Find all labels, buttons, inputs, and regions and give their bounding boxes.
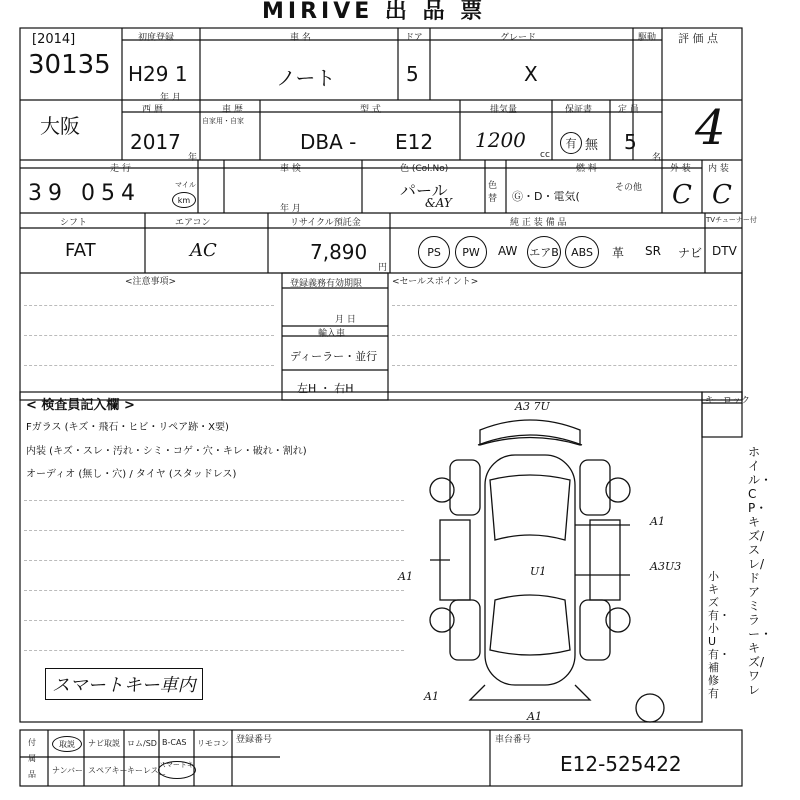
inspector-line-3: オーディオ (無し・穴) / タイヤ (スタッドレス) [26,469,237,480]
import-value: ディーラー・並行 [290,350,378,363]
notes-label: <注意事項> [125,277,177,287]
score-label: 評 価 点 [678,32,718,45]
equip-aw: AW [498,244,518,258]
color-sub: &AY [425,196,452,210]
mark-left: A1 [398,570,413,583]
reg-number-label: 登録番号 [236,735,273,745]
history-label: 車 歴 [222,105,243,115]
right-notes: ホイル・CP・キズ/スレ/ドアミラー・キズ/ワレ [748,445,773,697]
fuel-options: Ⓖ・D・電気( [512,190,580,203]
exterior-label: 外 装 [670,164,691,174]
first-reg-label: 初度登録 [138,33,175,43]
capacity-label: 定 員 [618,105,639,115]
equipment-label: 純 正 装 備 品 [510,218,567,228]
exterior-value: C [672,180,692,210]
acc-smart-key[interactable]: スマートキー [158,761,196,779]
displacement-value: 1200 [475,128,526,152]
warranty-yes[interactable]: 有 [560,132,582,154]
color-label: 色 (Col.No) [400,164,449,174]
acc-remote: リモコン [197,739,229,748]
model-prefix: DBA - [300,130,357,154]
shift-label: シフト [60,218,88,228]
model-label: 型 式 [360,105,381,115]
color-value: パール [400,181,448,200]
equip-airbag[interactable]: エアB [527,236,561,268]
right-notes-2: 小キズ有・小U有・補修有 [708,570,730,700]
accessories-label: 付属品 [28,738,36,779]
first-reg-value: H29 1 [128,62,188,86]
shift-value: FAT [65,240,96,261]
equip-sr: SR [645,244,661,258]
inspector-label: < 検査員記入欄 > [26,398,135,413]
color-change-label: 色替 [488,181,498,204]
year-label: 西 暦 [142,105,163,115]
fuel-other: その他 [615,183,643,193]
displacement-label: 排気量 [490,105,518,115]
recycle-unit: 円 [378,263,388,273]
equip-dtv: DTV [712,244,737,258]
interior-label: 内 装 [708,164,729,174]
name-label: 車 名 [290,33,311,43]
car-diagram [430,420,664,722]
equip-pw[interactable]: PW [455,236,487,268]
mileage-unit-top: マイル [175,181,196,189]
steering-label: 駆動 [638,33,657,43]
mark-right-lower: A3U3 [650,560,682,573]
equip-abs[interactable]: ABS [565,236,599,268]
selling-label: <セールスポイント> [392,277,479,287]
equip-ps[interactable]: PS [418,236,450,268]
equip-leather: 革 [612,246,625,260]
warranty-no: 無 [585,138,599,153]
mileage-unit: km [172,192,196,208]
import-label: 輸入車 [318,329,346,339]
keylock-label: キーロック [705,396,750,406]
year-value: 2017 [130,130,181,154]
warranty-label: 保証書 [565,105,593,115]
grade-value: X [524,62,538,86]
chassis-value: E12-525422 [560,752,682,776]
acc-bcas: B-CAS [162,738,187,747]
ac-value: AC [190,240,217,261]
history-sub: 自家用・自家 [202,117,244,125]
first-reg-units: 年 月 [160,93,181,103]
mark-front: A3 7U [515,400,550,413]
handwritten-note: スマートキー車内 [45,668,203,700]
year-bracket: [2014] [32,32,76,47]
mark-rear: A1 [527,710,542,723]
mark-right-upper: A1 [650,515,665,528]
inspection-label: 車 検 [280,164,301,174]
region: 大阪 [40,114,80,138]
mileage-label: 走 行 [110,164,131,174]
displacement-unit: cc [540,150,550,160]
interior-value: C [712,180,732,210]
handle-value: 左H ・ 右H [297,382,354,395]
inspector-line-1: Fガラス (キズ・飛石・ヒビ・リペア跡・X要) [26,422,229,433]
acc-keyless: キーレス [127,766,159,775]
equip-navi: ナビ [678,246,703,260]
acc-plate: ナンバー [52,766,84,775]
doors-label: ドア [405,33,423,43]
mark-rear-left: A1 [424,690,439,703]
acc-rom-sd: ロム/SD [127,739,157,748]
sheet-title: MIRIVE 出 品 票 [262,0,487,24]
year-unit: 年 [188,153,198,163]
acc-navi-manual: ナビ取説 [88,739,120,748]
grade-label: グレード [500,33,537,43]
score-value: 4 [695,100,726,156]
doors-value: 5 [406,62,419,86]
capacity-value: 5 [624,130,637,154]
acc-spare-key: スペアキー [88,766,128,775]
model-value: E12 [395,130,434,154]
fuel-label: 燃 料 [576,164,597,174]
recycle-value: 7,890 [310,240,368,264]
capacity-unit: 名 [652,153,662,163]
inspector-line-2: 内装 (キズ・スレ・汚れ・シミ・コゲ・穴・キレ・破れ・割れ) [26,446,307,457]
mark-roof: U1 [530,565,547,578]
validity-label: 登録義務有効期限 [290,279,363,289]
tv-label: TVチューナー付 [706,216,757,224]
chassis-label: 車台番号 [495,735,532,745]
ac-label: エアコン [175,218,211,228]
acc-manual[interactable]: 取説 [52,736,82,752]
mileage-value: 39 054 [28,181,141,206]
name-value: ノート [276,66,336,90]
recycle-label: リサイクル預託金 [290,218,361,228]
lot-number: 30135 [28,50,111,80]
inspection-units: 年 月 [280,204,301,214]
validity-units: 月 日 [335,315,356,325]
